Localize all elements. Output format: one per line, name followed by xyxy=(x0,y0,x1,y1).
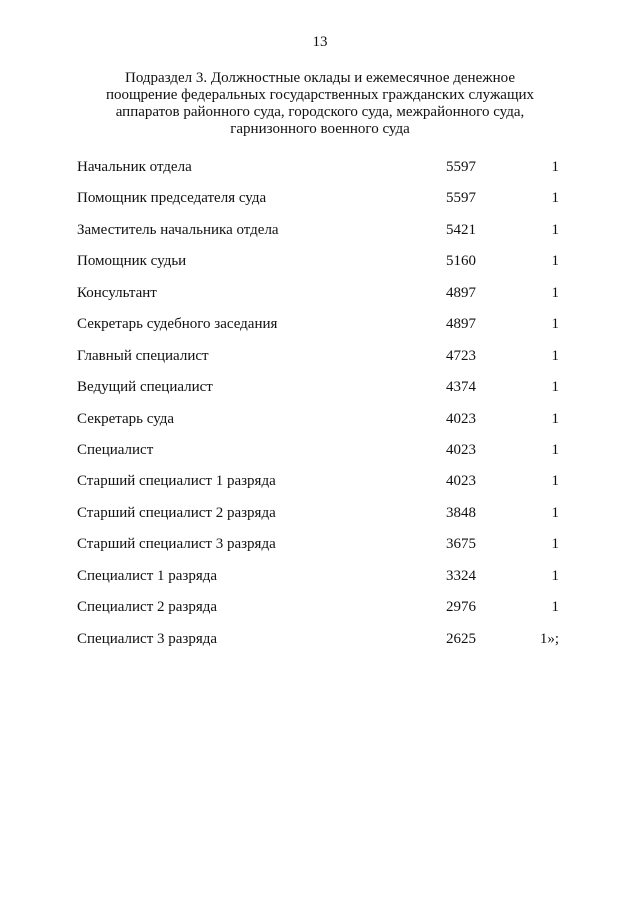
quantity-value: 1 xyxy=(551,536,559,553)
position-title: Старший специалист 2 разряда xyxy=(77,504,276,521)
table-row xyxy=(0,628,640,659)
table-row xyxy=(0,470,640,501)
position-title: Секретарь суда xyxy=(77,410,175,427)
salary-value: 4897 xyxy=(446,316,476,333)
quantity-value: 1»; xyxy=(539,630,559,647)
salary-value: 3675 xyxy=(446,536,476,553)
quantity-value: 1 xyxy=(551,284,559,301)
position-title: Помощник судьи xyxy=(77,253,187,270)
salary-value: 3324 xyxy=(446,567,476,584)
table-row xyxy=(0,533,640,564)
table-row xyxy=(0,565,640,596)
salary-value: 3848 xyxy=(446,504,476,521)
quantity-value: 1 xyxy=(551,190,559,207)
quantity-value: 1 xyxy=(551,316,559,333)
table-row xyxy=(0,408,640,439)
table-row xyxy=(0,376,640,407)
salary-value: 4023 xyxy=(446,410,476,427)
table-row xyxy=(0,282,640,313)
table-row xyxy=(0,156,640,187)
quantity-value: 1 xyxy=(551,253,559,270)
heading-line: Подраздел 3. Должностные оклады и ежемесячное денежное xyxy=(125,70,515,86)
salary-value: 4897 xyxy=(446,284,476,301)
position-title: Специалист 1 разряда xyxy=(77,567,218,584)
salary-value: 5160 xyxy=(446,253,476,270)
heading-line: аппаратов районного суда, городского суда, межрайонного суда, xyxy=(115,104,525,120)
heading-line: гарнизонного военного суда xyxy=(230,121,410,137)
position-title: Ведущий специалист xyxy=(77,379,213,396)
table-row xyxy=(0,219,640,250)
table-row xyxy=(0,313,640,344)
quantity-value: 1 xyxy=(551,347,559,364)
salary-value: 4023 xyxy=(446,473,476,490)
salary-value: 5421 xyxy=(446,221,476,238)
position-title: Секретарь судебного заседания xyxy=(77,316,278,333)
position-title: Специалист xyxy=(77,441,154,458)
salary-value: 5597 xyxy=(446,190,476,207)
salary-table xyxy=(0,156,640,659)
quantity-value: 1 xyxy=(551,410,559,427)
position-title: Специалист 2 разряда xyxy=(77,599,218,616)
salary-value: 2625 xyxy=(446,630,476,647)
salary-value: 4723 xyxy=(446,347,476,364)
quantity-value: 1 xyxy=(551,504,559,521)
table-row xyxy=(0,439,640,470)
section-heading xyxy=(60,70,580,138)
position-title: Старший специалист 1 разряда xyxy=(77,473,276,490)
quantity-value: 1 xyxy=(551,159,559,175)
heading-line: поощрение федеральных государственных гражданских служащих xyxy=(105,87,535,103)
position-title: Заместитель начальника отдела xyxy=(77,221,279,238)
quantity-value: 1 xyxy=(551,441,559,458)
salary-value: 4374 xyxy=(446,379,476,396)
quantity-value: 1 xyxy=(551,599,559,616)
position-title: Главный специалист xyxy=(77,347,209,364)
page-number: 13 xyxy=(312,34,328,50)
quantity-value: 1 xyxy=(551,221,559,238)
table-row xyxy=(0,502,640,533)
position-title: Начальник отдела xyxy=(77,159,192,175)
table-row xyxy=(0,345,640,376)
table-row xyxy=(0,596,640,627)
position-title: Старший специалист 3 разряда xyxy=(77,536,276,553)
position-title: Помощник председателя суда xyxy=(77,190,267,207)
salary-value: 2976 xyxy=(446,599,476,616)
salary-value: 4023 xyxy=(446,441,476,458)
table-row xyxy=(0,250,640,281)
position-title: Специалист 3 разряда xyxy=(77,630,218,647)
quantity-value: 1 xyxy=(551,567,559,584)
table-row xyxy=(0,187,640,218)
quantity-value: 1 xyxy=(551,379,559,396)
quantity-value: 1 xyxy=(551,473,559,490)
position-title: Консультант xyxy=(77,284,157,301)
salary-value: 5597 xyxy=(446,159,476,175)
